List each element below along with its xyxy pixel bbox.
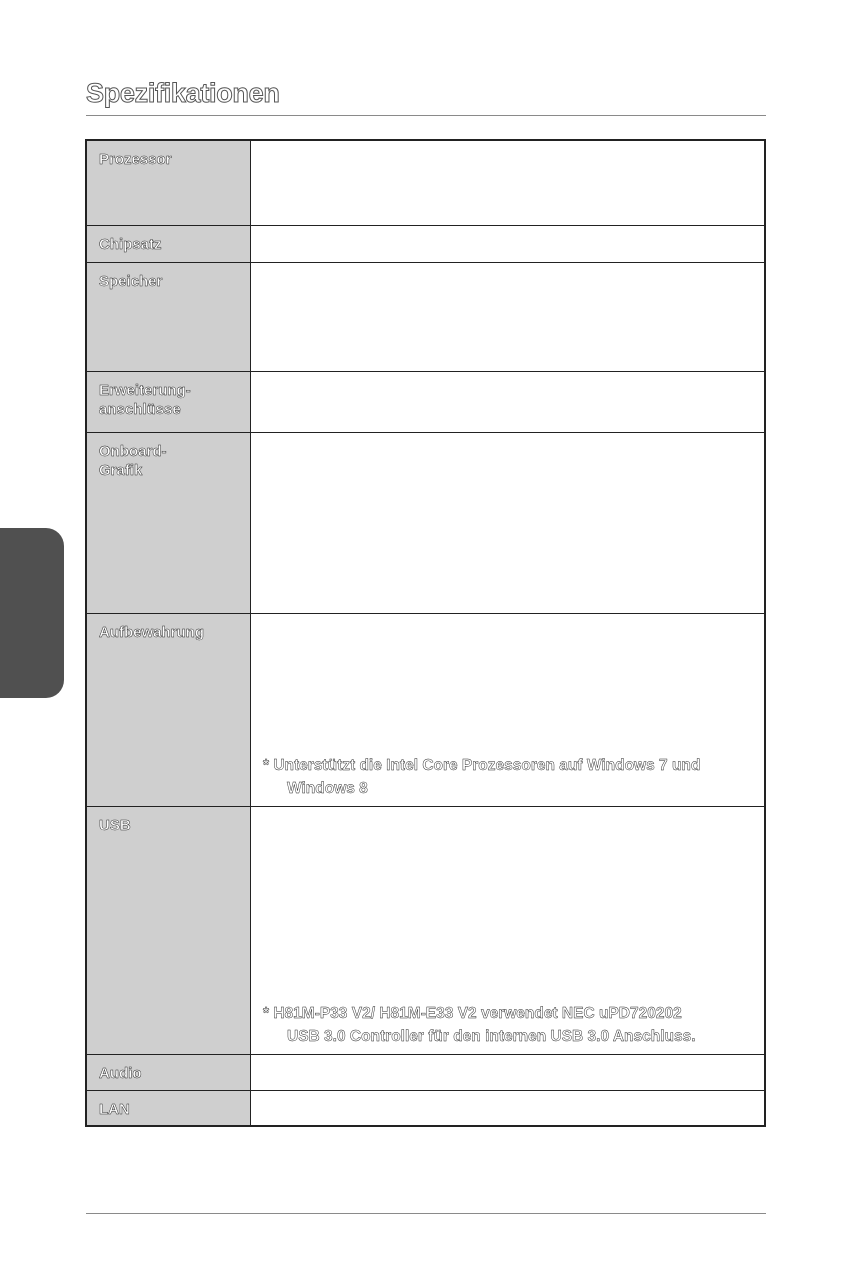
- footnote-aufbewahrung-line2: Windows 8: [287, 779, 368, 797]
- row-label-erweiterung: [86, 371, 251, 432]
- row-label-onboard-line1: Onboard-: [99, 442, 167, 460]
- row-label-erweiterung-line1: Erweiterung-: [99, 381, 191, 399]
- footnote-usb-line1: * H81M-P33 V2/ H81M-E33 V2 verwendet NEC uPD720202: [263, 1004, 682, 1022]
- table-row-usb: [86, 806, 765, 1054]
- footnote-usb: [263, 1002, 750, 1048]
- row-label-onboard-grafik: [86, 432, 251, 613]
- row-label-chipsatz: Chipsatz: [86, 225, 251, 262]
- row-value-usb: [251, 806, 766, 1054]
- row-value-speicher: [251, 262, 766, 371]
- table-row-chipsatz: [86, 225, 765, 262]
- table-row-erweiterung: [86, 371, 765, 432]
- row-label-usb: USB: [86, 806, 251, 1054]
- row-value-chipsatz: [251, 225, 766, 262]
- footer-divider: [86, 1213, 766, 1214]
- table-row-aufbewahrung: [86, 613, 765, 806]
- row-value-erweiterung: [251, 371, 766, 432]
- row-value-aufbewahrung: [251, 613, 766, 806]
- row-value-prozessor: [251, 140, 766, 225]
- row-label-aufbewahrung: Aufbewahrung: [86, 613, 251, 806]
- table-row-prozessor: [86, 140, 765, 225]
- table-row-onboard-grafik: [86, 432, 765, 613]
- footnote-usb-line2: USB 3.0 Controller für den internen USB 3.0 Anschluss.: [287, 1027, 696, 1045]
- row-label-prozessor: Prozessor: [86, 140, 251, 225]
- footnote-aufbewahrung: [263, 754, 750, 800]
- row-label-audio: Audio: [86, 1054, 251, 1090]
- row-label-lan: LAN: [86, 1090, 251, 1126]
- title-divider: [86, 115, 766, 116]
- specifications-table: [85, 139, 766, 1127]
- row-label-speicher: Speicher: [86, 262, 251, 371]
- table-row-lan: [86, 1090, 765, 1126]
- chapter-side-tab: [0, 528, 64, 698]
- row-value-lan: [251, 1090, 766, 1126]
- row-label-erweiterung-line2: anschlüsse: [99, 400, 181, 418]
- row-value-audio: [251, 1054, 766, 1090]
- table-row-audio: [86, 1054, 765, 1090]
- table-row-speicher: [86, 262, 765, 371]
- footnote-aufbewahrung-line1: * Unterstützt die Intel Core Prozessoren auf Windows 7 und: [263, 756, 701, 774]
- row-value-onboard-grafik: [251, 432, 766, 613]
- page-title: Spezifikationen: [86, 78, 280, 108]
- row-label-onboard-line2: Grafik: [99, 461, 143, 479]
